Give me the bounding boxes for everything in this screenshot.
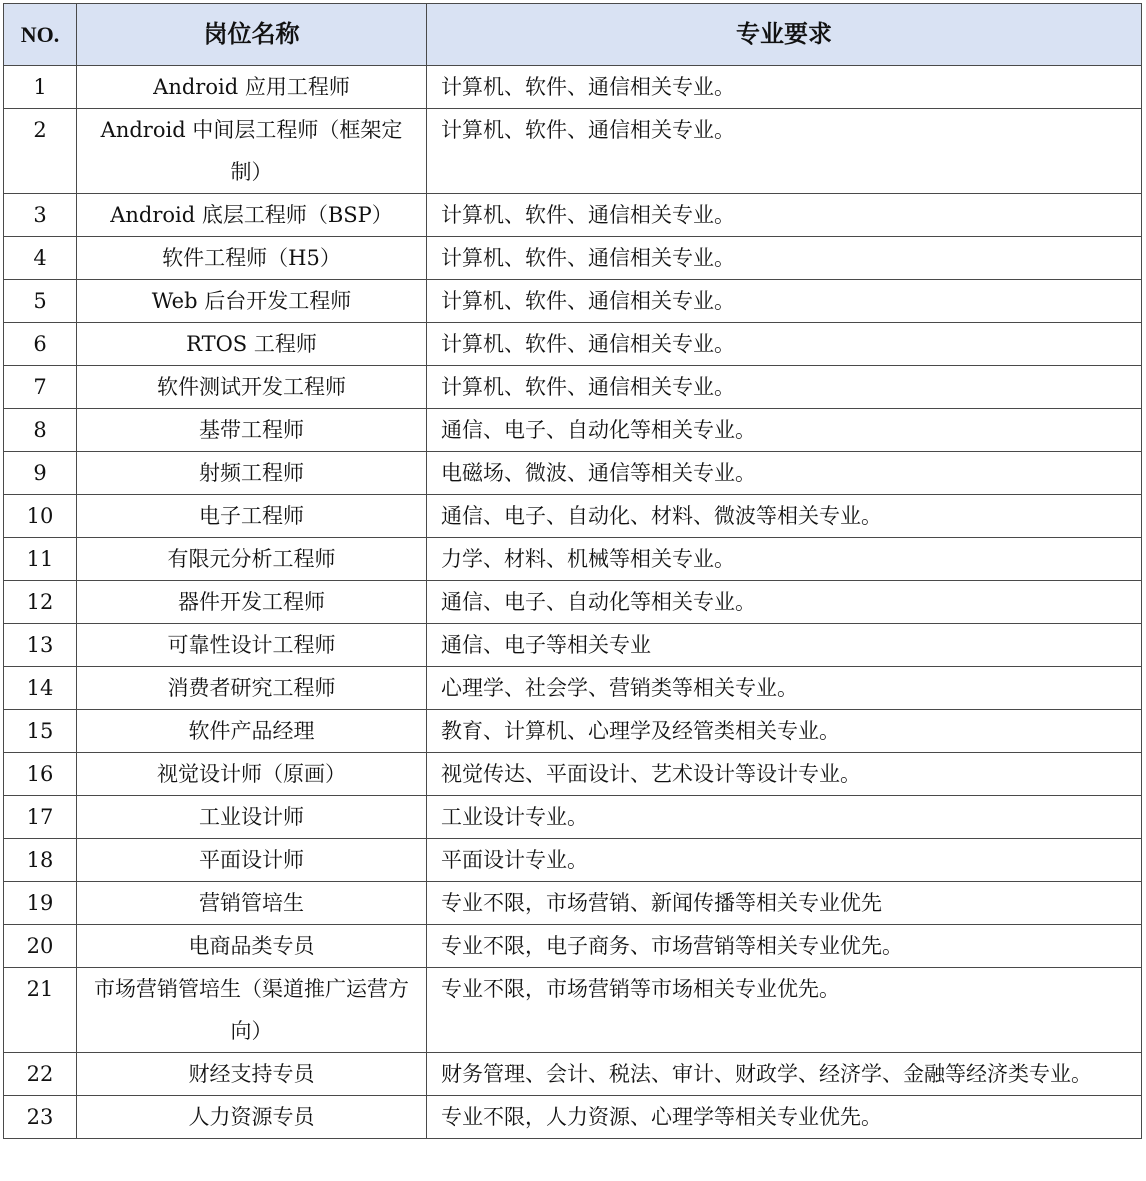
major-requirement-cell: 专业不限，人力资源、心理学等相关专业优先。 [427,1096,1142,1139]
major-requirement-cell: 电磁场、微波、通信等相关专业。 [427,452,1142,495]
row-number-cell: 8 [4,409,77,452]
position-title-cell: 平面设计师 [77,839,427,882]
table-row [4,1096,1142,1139]
major-requirement-cell: 通信、电子、自动化等相关专业。 [427,581,1142,624]
table-row [4,452,1142,495]
major-requirement-cell: 财务管理、会计、税法、审计、财政学、经济学、金融等经济类专业。 [427,1053,1142,1096]
position-title-cell: 营销管培生 [77,882,427,925]
row-number-cell: 22 [4,1053,77,1096]
table-row [4,968,1142,1053]
position-title-cell: 消费者研究工程师 [77,667,427,710]
table-row [4,796,1142,839]
table-row [4,1053,1142,1096]
row-number-cell: 23 [4,1096,77,1139]
table-row [4,882,1142,925]
major-requirement-cell: 视觉传达、平面设计、艺术设计等设计专业。 [427,753,1142,796]
position-title-cell: 可靠性设计工程师 [77,624,427,667]
table-row [4,366,1142,409]
job-requirements-table-wrapper [3,3,1142,1139]
row-number-cell: 14 [4,667,77,710]
position-title-cell: 人力资源专员 [77,1096,427,1139]
table-row [4,624,1142,667]
major-requirement-cell: 专业不限，电子商务、市场营销等相关专业优先。 [427,925,1142,968]
position-title-cell: 财经支持专员 [77,1053,427,1096]
position-title-cell: 器件开发工程师 [77,581,427,624]
row-number-cell: 16 [4,753,77,796]
major-requirement-cell: 计算机、软件、通信相关专业。 [427,194,1142,237]
row-number-cell: 10 [4,495,77,538]
row-number-cell: 2 [4,109,77,194]
row-number-cell: 6 [4,323,77,366]
row-number-cell: 18 [4,839,77,882]
table-header-row [4,4,1142,66]
position-title-cell: 电子工程师 [77,495,427,538]
table-row [4,66,1142,109]
row-number-cell: 21 [4,968,77,1053]
major-requirement-cell: 计算机、软件、通信相关专业。 [427,323,1142,366]
position-title-cell: Web 后台开发工程师 [77,280,427,323]
major-requirement-cell: 计算机、软件、通信相关专业。 [427,280,1142,323]
row-number-cell: 19 [4,882,77,925]
position-title-cell: 工业设计师 [77,796,427,839]
table-row [4,581,1142,624]
position-title-cell: Android 中间层工程师（框架定制） [77,109,427,194]
row-number-cell: 1 [4,66,77,109]
table-row [4,280,1142,323]
job-requirements-table [3,3,1142,1139]
position-title-cell: 软件工程师（H5） [77,237,427,280]
table-row [4,495,1142,538]
table-row [4,323,1142,366]
row-number-cell: 12 [4,581,77,624]
major-requirement-cell: 计算机、软件、通信相关专业。 [427,66,1142,109]
major-requirement-cell: 心理学、社会学、营销类等相关专业。 [427,667,1142,710]
major-requirement-cell: 计算机、软件、通信相关专业。 [427,237,1142,280]
row-number-cell: 17 [4,796,77,839]
major-requirement-cell: 专业不限，市场营销、新闻传播等相关专业优先 [427,882,1142,925]
row-number-cell: 20 [4,925,77,968]
row-number-cell: 3 [4,194,77,237]
position-title-cell: 软件产品经理 [77,710,427,753]
header-no: NO. [4,4,77,66]
major-requirement-cell: 通信、电子、自动化、材料、微波等相关专业。 [427,495,1142,538]
row-number-cell: 9 [4,452,77,495]
table-row [4,194,1142,237]
row-number-cell: 15 [4,710,77,753]
position-title-cell: 市场营销管培生（渠道推广运营方向） [77,968,427,1053]
table-row [4,109,1142,194]
table-row [4,538,1142,581]
position-title-cell: Android 底层工程师（BSP） [77,194,427,237]
position-title-cell: RTOS 工程师 [77,323,427,366]
major-requirement-cell: 平面设计专业。 [427,839,1142,882]
row-number-cell: 5 [4,280,77,323]
position-title-cell: 视觉设计师（原画） [77,753,427,796]
table-row [4,839,1142,882]
row-number-cell: 11 [4,538,77,581]
position-title-cell: 电商品类专员 [77,925,427,968]
major-requirement-cell: 通信、电子、自动化等相关专业。 [427,409,1142,452]
position-title-cell: Android 应用工程师 [77,66,427,109]
position-title-cell: 有限元分析工程师 [77,538,427,581]
header-major-requirement: 专业要求 [427,4,1142,66]
table-row [4,710,1142,753]
major-requirement-cell: 通信、电子等相关专业 [427,624,1142,667]
major-requirement-cell: 工业设计专业。 [427,796,1142,839]
position-title-cell: 基带工程师 [77,409,427,452]
row-number-cell: 4 [4,237,77,280]
row-number-cell: 13 [4,624,77,667]
position-title-cell: 软件测试开发工程师 [77,366,427,409]
major-requirement-cell: 力学、材料、机械等相关专业。 [427,538,1142,581]
table-row [4,409,1142,452]
position-title-cell: 射频工程师 [77,452,427,495]
table-row [4,667,1142,710]
table-row [4,237,1142,280]
major-requirement-cell: 专业不限，市场营销等市场相关专业优先。 [427,968,1142,1053]
major-requirement-cell: 计算机、软件、通信相关专业。 [427,109,1142,194]
header-position-title: 岗位名称 [77,4,427,66]
table-body [4,66,1142,1139]
major-requirement-cell: 计算机、软件、通信相关专业。 [427,366,1142,409]
major-requirement-cell: 教育、计算机、心理学及经管类相关专业。 [427,710,1142,753]
table-row [4,925,1142,968]
row-number-cell: 7 [4,366,77,409]
table-row [4,753,1142,796]
